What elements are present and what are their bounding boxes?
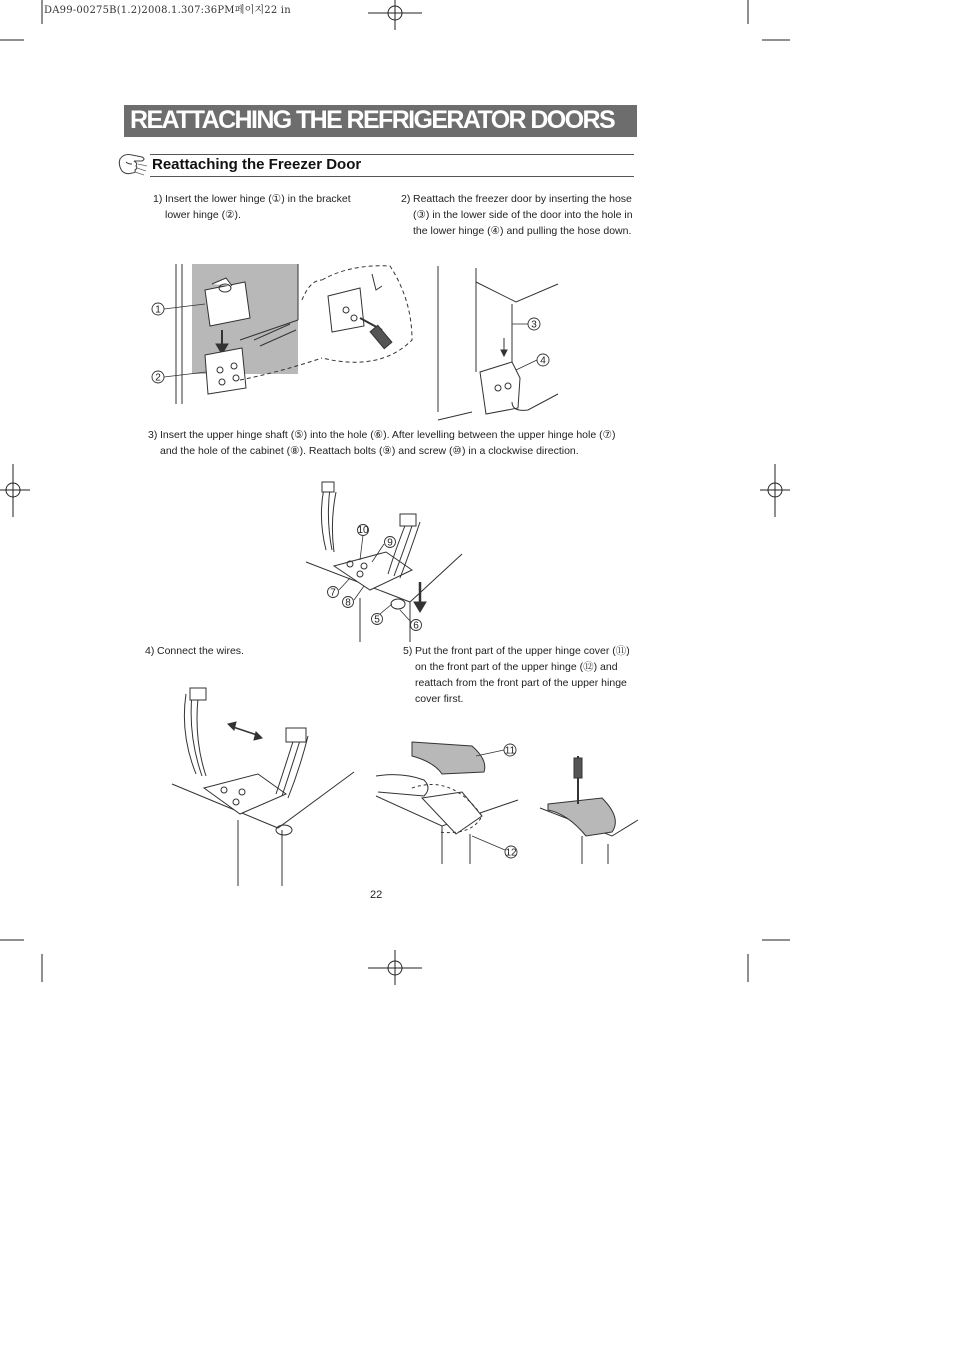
step-4-number: 4) (145, 645, 155, 657)
step-3 (148, 427, 634, 459)
svg-text:7: 7 (330, 587, 336, 599)
svg-text:8: 8 (345, 597, 351, 609)
step-2-text: Reattach the freezer door by inserting the hose (③) in the lower side of the door into the hole in the lower hinge (④) and pulling the hose down. (413, 193, 633, 237)
step-5 (403, 643, 637, 707)
svg-text:10: 10 (357, 525, 369, 536)
step-2 (401, 191, 635, 239)
page-title: REATTACHING THE REFRIGERATOR DOORS (130, 106, 615, 134)
figure-upper-hinge (300, 478, 470, 644)
svg-text:5: 5 (374, 614, 380, 626)
step-4 (145, 643, 345, 659)
svg-text:6: 6 (413, 620, 419, 632)
figure-connect-wires (168, 684, 358, 888)
pointing-hand-icon (118, 151, 148, 177)
svg-text:12: 12 (505, 847, 517, 859)
svg-text:2: 2 (155, 372, 161, 384)
svg-text:11: 11 (504, 745, 516, 757)
step-2-number: 2) (401, 193, 411, 205)
step-3-text: Insert the upper hinge shaft (⑤) into the hole (⑥). After levelling between the upper hinge hole (⑦) and the hole of the cabinet (⑧). Reattach bolts (⑨) and screw (⑩) in a clockwise direction. (160, 429, 616, 457)
step-5-number: 5) (403, 645, 413, 657)
step-3-number: 3) (148, 429, 158, 441)
step-5-text: Put the front part of the upper hinge cover (⑪) on the front part of the upper hinge (⑫) and reattach from the front part of the upper hinge cover first. (415, 645, 630, 705)
print-header: DA99-00275B(1.2)2008.1.307:36PM페이지22 in (44, 5, 291, 16)
svg-text:9: 9 (387, 537, 393, 549)
figure-lower-hinge (150, 260, 430, 420)
svg-text:4: 4 (540, 355, 546, 367)
section-rule-top (150, 154, 634, 155)
figure-hinge-cover (372, 736, 642, 866)
section-title: Reattaching the Freezer Door (152, 156, 362, 173)
step-1-number: 1) (153, 193, 163, 205)
section-rule-bottom (150, 176, 634, 177)
step-1 (153, 191, 377, 223)
svg-text:3: 3 (531, 319, 537, 331)
figure-hose-lower-hinge (432, 262, 562, 422)
page-title-bar (124, 105, 637, 137)
step-1-text: Insert the lower hinge (①) in the bracket lower hinge (②). (165, 193, 351, 221)
step-4-text: Connect the wires. (157, 645, 244, 657)
page-number: 22 (370, 889, 383, 901)
svg-text:1: 1 (155, 304, 161, 316)
